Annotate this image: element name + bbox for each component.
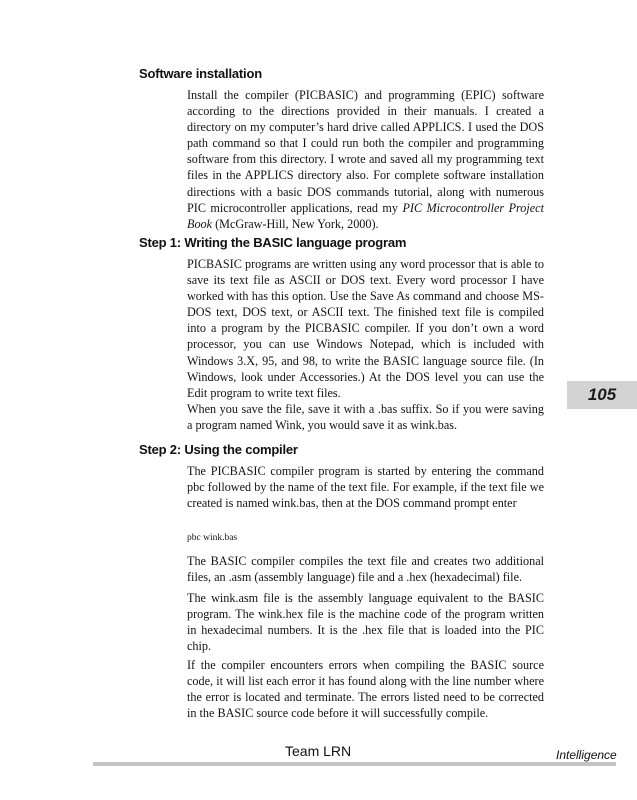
paragraph-step2-3: The wink.asm file is the assembly language equivalent to the BASIC program. The wink.hex file is the machine code of the program written in hexadecimal numbers. It is the .hex file that is loaded into the PIC chip. (187, 591, 544, 654)
paragraph-step2-4: If the compiler encounters errors when compiling the BASIC source code, it will list each error it has found along with the line number where the error is located and terminate. The errors listed need to be corrected in the BASIC source code before it will successfully compile. (187, 658, 544, 721)
command-example: pbc wink.bas (187, 533, 238, 543)
paragraph-step1-1: PICBASIC programs are written using any word processor that is able to save its text file as ASCII or DOS text. Every word processor I have worked with has this option. Use the Save As command and choose MS-DOS text, DOS text, or ASCII text. The finished text file is compiled into a program by the PICBASIC compiler. If you don’t own a word processor, you can use Windows Notepad, which is included with Windows 3.X, 95, and 98, to write the BASIC language source file. (In Windows, look under Accessories.) At the DOS level you can use the Edit program to write text files. (187, 257, 544, 400)
paragraph-step2-1: The PICBASIC compiler program is started by entering the command pbc followed by the name of the text file. For example, if the text file we created is named wink.bas, then at the DOS command prompt enter (187, 464, 544, 511)
heading-step-2: Step 2: Using the compiler (139, 442, 298, 457)
footer-team-label: Team LRN (285, 743, 352, 759)
heading-software-installation: Software installation (139, 66, 262, 81)
paragraph-software-installation (187, 87, 544, 232)
paragraph-text: Install the compiler (PICBASIC) and programming (EPIC) software according to the directions provided in their manuals. I created a directory on my computer’s hard drive called APPLICS. I used the DOS path command so that I could run both the compiler and programming software from this directory. I wrote and saved all my programming text files in the APPLICS directory also. For complete software installation directions with a basic DOS commands tutorial, along with numerous PIC microcontroller applications, read my (187, 88, 544, 215)
footer-chapter-label: Intelligence (556, 748, 617, 762)
paragraph-text: (McGraw-Hill, New York, 2000). (212, 216, 379, 231)
paragraph-step2-2: The BASIC compiler compiles the text file and creates two additional files, an .asm (assembly language) file and a .hex (hexadecimal) file. (187, 554, 544, 585)
footer-rule (93, 762, 616, 766)
book-title: PIC Microcontroller Project Book (187, 200, 544, 231)
page-number: 105 (587, 385, 617, 404)
paragraph-step1-2: When you save the file, save it with a .bas suffix. So if you were saving a program named Wink, you would save it as wink.bas. (187, 402, 544, 433)
page-number-tab (567, 381, 637, 409)
heading-step-1: Step 1: Writing the BASIC language program (139, 235, 407, 250)
